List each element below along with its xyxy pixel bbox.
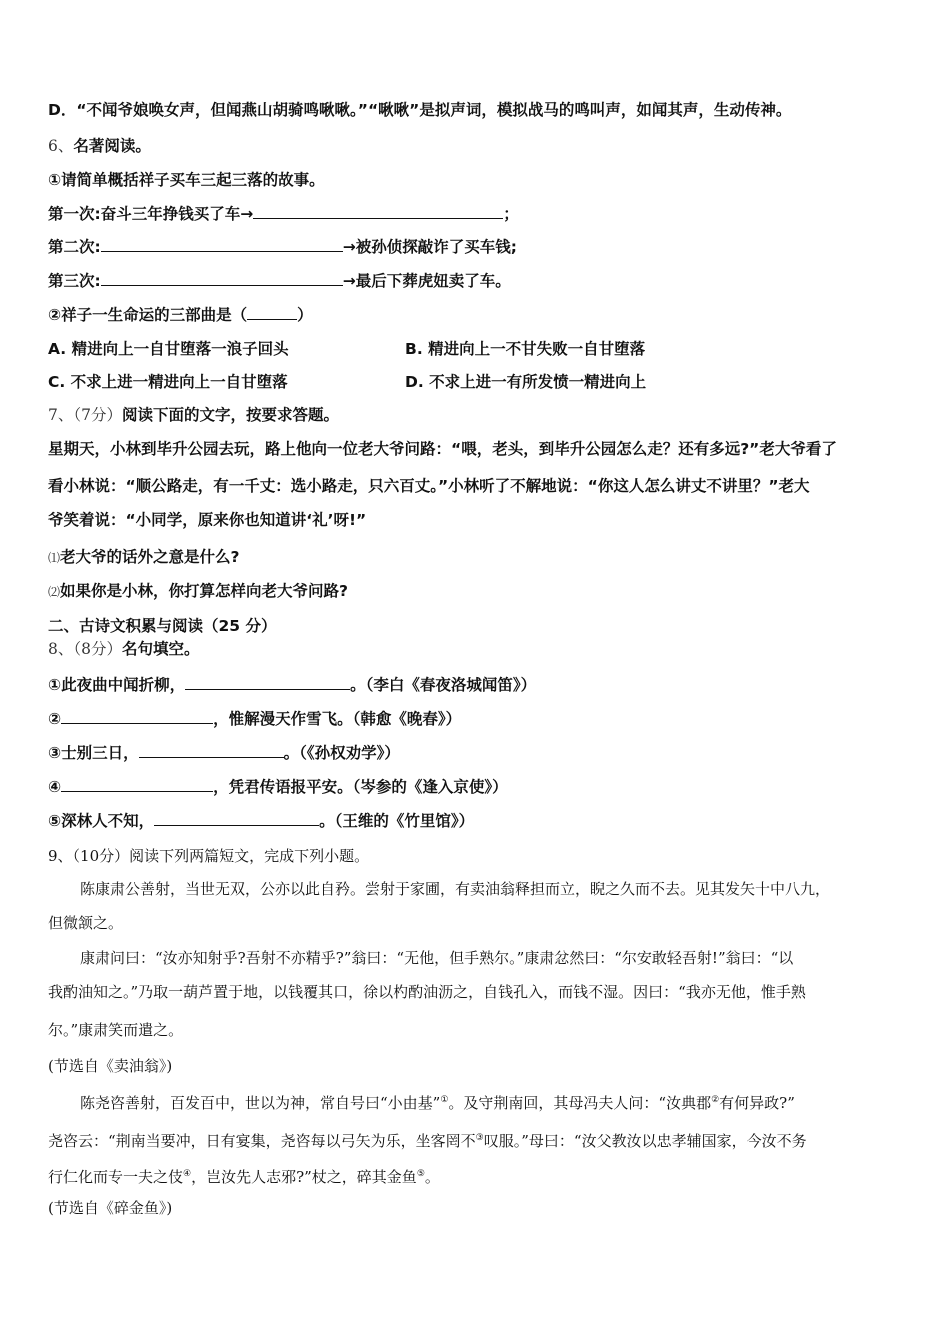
q7-question-2 xyxy=(48,581,348,602)
q7-q2-number: ⑵ xyxy=(48,585,61,599)
q6-option-c[interactable]: C. 不求上进一精进向上一自甘堕落 xyxy=(48,373,288,391)
q8-item-2 xyxy=(48,709,461,729)
q9-text: 行仁化而专一夫之伎 xyxy=(48,1168,184,1186)
q6-first-blank[interactable] xyxy=(253,204,503,219)
q6-sub1: ①请简单概括祥子买车三起三落的故事。 xyxy=(48,171,325,189)
q8-item-source: 。（李白《春夜洛城闻笛》） xyxy=(350,676,537,694)
q8-item-source: ，凭君传语报平安。（岑参的《逢入京使》） xyxy=(213,778,508,796)
q9-text: 有何异政?” xyxy=(719,1094,795,1112)
q6-sub2-label: ②祥子一生命运的三部曲是（ xyxy=(48,306,248,324)
q8-item-5 xyxy=(48,811,474,831)
q6-first xyxy=(48,204,519,224)
q6-first-label: 第一次:奋斗三年挣钱买了车→ xyxy=(48,205,254,223)
q6-second xyxy=(48,237,517,257)
footnote-marker: ④ xyxy=(183,1169,192,1179)
q8-item-text: ⑤深林人不知， xyxy=(48,812,155,830)
section-2-heading: 二、古诗文积累与阅读（25 分） xyxy=(48,617,277,635)
q6-sub2-blank[interactable] xyxy=(247,305,297,320)
q8-heading xyxy=(48,639,200,659)
q8-blank-3[interactable] xyxy=(139,743,284,758)
q6-second-text: →被孙侦探敲诈了买车钱; xyxy=(342,238,517,256)
q9-passage-line: 康肃问曰：“汝亦知射乎?吾射不亦精乎?”翁曰：“无他，但手熟尔。”康肃忿然曰：“尔安敢轻吾射!”翁曰：“以 xyxy=(80,949,794,967)
q8-blank-4[interactable] xyxy=(61,777,213,792)
q7-title: 阅读下面的文字，按要求答题。 xyxy=(121,406,339,424)
q7-q1-number: ⑴ xyxy=(48,551,61,565)
footnote-marker: ② xyxy=(711,1095,720,1105)
q7-q2-text: 如果你是小林，你打算怎样向老大爷问路? xyxy=(60,582,349,600)
q8-title: 名句填空。 xyxy=(121,640,200,658)
q6-option-b[interactable]: B. 精进向上一不甘失败一自甘堕落 xyxy=(405,340,646,358)
q8-item-3 xyxy=(48,743,400,763)
q9-passage-line xyxy=(48,1164,440,1187)
q8-number: 8、（8分） xyxy=(48,640,122,658)
q6-third-text: →最后下葬虎妞卖了车。 xyxy=(342,272,511,290)
q6-heading xyxy=(48,136,151,156)
q8-blank-2[interactable] xyxy=(61,709,213,724)
q6-number: 6、 xyxy=(48,137,74,155)
q7-q1-text: 老大爷的话外之意是什么? xyxy=(60,548,240,566)
q7-passage-line: 星期天，小林到毕升公园去玩，路上他向一位老大爷问路：“喂，老头，到毕升公园怎么走？还有多远?”老大爷看了 xyxy=(48,440,837,458)
q8-item-source: 。（《孙权劝学》） xyxy=(283,744,400,762)
q8-item-1 xyxy=(48,675,536,695)
q8-blank-1[interactable] xyxy=(185,675,350,690)
q6-option-a[interactable]: A. 精进向上一自甘堕落一浪子回头 xyxy=(48,340,289,358)
q6-first-end: ； xyxy=(503,205,519,223)
q5-option-d: D．“不闻爷娘唤女声，但闻燕山胡骑鸣啾啾。”“啾啾”是拟声词，模拟战马的鸣叫声，如闻其声，生动传神。 xyxy=(48,101,792,119)
q9-text: 。及守荆南回，其母冯夫人问：“汝典郡 xyxy=(448,1094,712,1112)
q9-passage-line xyxy=(80,1090,795,1113)
q9-passage-line: 但微颔之。 xyxy=(48,914,124,932)
q6-third xyxy=(48,271,511,291)
q6-second-label: 第二次: xyxy=(48,238,101,256)
q7-passage-line: 看小林说：“顺公路走，有一千丈：选小路走，只六百丈。”小林听了不解地说：“你这人怎么讲丈不讲里？”老大 xyxy=(48,477,810,495)
q8-item-text: ③士别三日， xyxy=(48,744,139,762)
q8-item-source: ，惟解漫天作雪飞。（韩愈《晚春》） xyxy=(213,710,462,728)
footnote-marker: ③ xyxy=(475,1133,484,1143)
q8-item-text: ①此夜曲中闻折柳， xyxy=(48,676,186,694)
q9-source-1: (节选自《卖油翁》) xyxy=(48,1057,173,1075)
q9-text: ，岂汝先人志邪?”杖之，碎其金鱼 xyxy=(191,1168,417,1186)
q7-passage-line: 爷笑着说：“小同学，原来你也知道讲‘礼’呀!” xyxy=(48,511,367,529)
q9-text: 尧咨云：“荆南当要冲，日有宴集，尧咨每以弓矢为乐，坐客罔不 xyxy=(48,1132,476,1150)
footnote-marker: ① xyxy=(440,1095,449,1105)
q7-heading xyxy=(48,405,339,425)
q6-option-d[interactable]: D. 不求上进一有所发愤一精进向上 xyxy=(405,373,647,391)
q9-text: 。 xyxy=(424,1168,440,1186)
q9-passage-line xyxy=(48,1128,807,1151)
q6-title: 名著阅读。 xyxy=(73,137,151,155)
q7-question-1 xyxy=(48,547,240,568)
q6-sub2-close: ） xyxy=(297,306,313,324)
q7-number: 7、（7分） xyxy=(48,406,122,424)
q9-text: 叹服。”母曰：“汝父教汝以忠孝辅国家，今汝不务 xyxy=(483,1132,807,1150)
q9-heading: 9、（10分）阅读下列两篇短文，完成下列小题。 xyxy=(48,847,370,865)
q9-passage-line: 我酌油知之。”乃取一葫芦置于地，以钱覆其口，徐以杓酌油沥之，自钱孔入，而钱不湿。因曰：“我亦无他，惟手熟 xyxy=(48,983,806,1001)
q9-passage-line: 尔。”康肃笑而遣之。 xyxy=(48,1021,184,1039)
q8-item-4 xyxy=(48,777,508,797)
q6-third-blank[interactable] xyxy=(101,271,343,286)
q8-item-text: ④ xyxy=(48,778,62,796)
q8-item-text: ② xyxy=(48,710,62,728)
q8-blank-5[interactable] xyxy=(154,811,319,826)
footnote-marker: ⑤ xyxy=(416,1169,425,1179)
q9-text: 陈尧咨善射，百发百中，世以为神，常自号曰“小由基” xyxy=(80,1094,441,1112)
q6-second-blank[interactable] xyxy=(101,237,343,252)
q9-passage-line: 陈康肃公善射，当世无双，公亦以此自矜。尝射于家圃，有卖油翁释担而立，睨之久而不去。见其发矢十中八九， xyxy=(80,880,831,898)
q6-sub2 xyxy=(48,305,313,325)
q9-source-2: (节选自《碎金鱼》) xyxy=(48,1199,173,1217)
q8-item-source: 。（王维的《竹里馆》） xyxy=(319,812,475,830)
q6-third-label: 第三次: xyxy=(48,272,101,290)
